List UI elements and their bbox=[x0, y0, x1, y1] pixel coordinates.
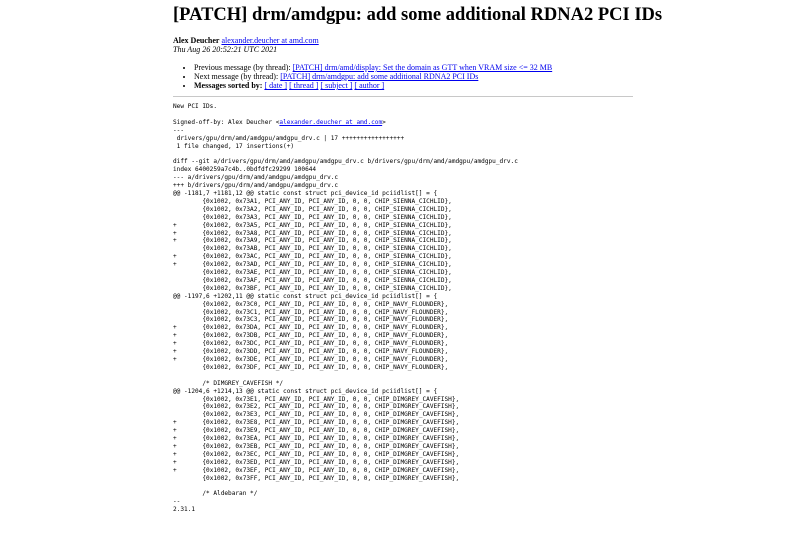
next-message-item bbox=[194, 72, 643, 81]
sort-by-author-link[interactable]: [ author ] bbox=[354, 81, 385, 90]
message-body-patch: > --- drivers/gpu/drm/amd/amdgpu/amdgpu_drv.c | 17 +++++++++++++++++ 1 file changed, 17 insertions(+) diff --git a/drivers/gpu/drm/amd/amdgpu/amdgpu_drv.c b/drivers/gpu/drm/amd/amdgpu/amdgpu_drv.c index 6400259a7c4b..0bdfdfc29299 100644 --- a/drivers/gpu/drm/amd/amdgpu/amdgpu_drv.c +++ b/drivers/gpu/drm/amd/amdgpu/amdgpu_drv.c @@ -1181,7 +1181,12 @@ static const struct pci_device_id pciidlist[] = { {0x1002, 0x73A1, PCI_ANY_ID, PCI_ANY_ID, 0, 0, CHIP_SIENNA_CICHLID}, {0x1002, 0x73A2, PCI_ANY_ID, PCI_ANY_ID, 0, 0, CHIP_SIENNA_CICHLID}, {0x1002, 0x73A3, PCI_ANY_ID, PCI_ANY_ID, 0, 0, CHIP_SIENNA_CICHLID}, + {0x1002, 0x73A5, PCI_ANY_ID, PCI_ANY_ID, 0, 0, CHIP_SIENNA_CICHLID}, + {0x1002, 0x73A8, PCI_ANY_ID, PCI_ANY_ID, 0, 0, CHIP_SIENNA_CICHLID}, + {0x1002, 0x73A9, PCI_ANY_ID, PCI_ANY_ID, 0, 0, CHIP_SIENNA_CICHLID}, {0x1002, 0x73AB, PCI_ANY_ID, PCI_ANY_ID, 0, 0, CHIP_SIENNA_CICHLID}, + {0x1002, 0x73AC, PCI_ANY_ID, PCI_ANY_ID, 0, 0, CHIP_SIENNA_CICHLID}, + {0x1002, 0x73AD, PCI_ANY_ID, PCI_ANY_ID, 0, 0, CHIP_SIENNA_CICHLID}, {0x1002, 0x73AE, PCI_ANY_ID, PCI_ANY_ID, 0, 0, CHIP_SIENNA_CICHLID}, {0x1002, 0x73AF, PCI_ANY_ID, PCI_ANY_ID, 0, 0, CHIP_SIENNA_CICHLID}, {0x1002, 0x73BF, PCI_ANY_ID, PCI_ANY_ID, 0, 0, CHIP_SIENNA_CICHLID}, @@ -1197,6 +1202,11 @@ static const struct pci_device_id pciidlist[] = { {0x1002, 0x73C0, PCI_ANY_ID, PCI_ANY_ID, 0, 0, CHIP_NAVY_FLOUNDER}, {0x1002, 0x73C1, PCI_ANY_ID, PCI_ANY_ID, 0, 0, CHIP_NAVY_FLOUNDER}, {0x1002, 0x73C3, PCI_ANY_ID, PCI_ANY_ID, 0, 0, CHIP_NAVY_FLOUNDER}, + {0x1002, 0x73DA, PCI_ANY_ID, PCI_ANY_ID, 0, 0, CHIP_NAVY_FLOUNDER}, + {0x1002, 0x73DB, PCI_ANY_ID, PCI_ANY_ID, 0, 0, CHIP_NAVY_FLOUNDER}, + {0x1002, 0x73DC, PCI_ANY_ID, PCI_ANY_ID, 0, 0, CHIP_NAVY_FLOUNDER}, + {0x1002, 0x73DD, PCI_ANY_ID, PCI_ANY_ID, 0, 0, CHIP_NAVY_FLOUNDER}, + {0x1002, 0x73DE, PCI_ANY_ID, PCI_ANY_ID, 0, 0, CHIP_NAVY_FLOUNDER}, {0x1002, 0x73DF, PCI_ANY_ID, PCI_ANY_ID, 0, 0, CHIP_NAVY_FLOUNDER}, /* DIMGREY_CAVEFISH */ @@ -1204,6 +1214,13 @@ static const struct pci_device_id pciidlist[] = { {0x1002, 0x73E1, PCI_ANY_ID, PCI_ANY_ID, 0, 0, CHIP_DIMGREY_CAVEFISH}, {0x1002, 0x73E2, PCI_ANY_ID, PCI_ANY_ID, 0, 0, CHIP_DIMGREY_CAVEFISH}, {0x1002, 0x73E3, PCI_ANY_ID, PCI_ANY_ID, 0, 0, CHIP_DIMGREY_CAVEFISH}, + {0x1002, 0x73E8, PCI_ANY_ID, PCI_ANY_ID, 0, 0, CHIP_DIMGREY_CAVEFISH}, + {0x1002, 0x73E9, PCI_ANY_ID, PCI_ANY_ID, 0, 0, CHIP_DIMGREY_CAVEFISH}, + {0x1002, 0x73EA, PCI_ANY_ID, PCI_ANY_ID, 0, 0, CHIP_DIMGREY_CAVEFISH}, + {0x1002, 0x73EB, PCI_ANY_ID, PCI_ANY_ID, 0, 0, CHIP_DIMGREY_CAVEFISH}, + {0x1002, 0x73EC, PCI_ANY_ID, PCI_ANY_ID, 0, 0, CHIP_DIMGREY_CAVEFISH}, + {0x1002, 0x73ED, PCI_ANY_ID, PCI_ANY_ID, 0, 0, CHIP_DIMGREY_CAVEFISH}, + {0x1002, 0x73EF, PCI_ANY_ID, PCI_ANY_ID, 0, 0, CHIP_DIMGREY_CAVEFISH}, {0x1002, 0x73FF, PCI_ANY_ID, PCI_ANY_ID, 0, 0, CHIP_DIMGREY_CAVEFISH}, /* Aldebaran */ -- 2.31.1 bbox=[173, 118, 518, 514]
message-header bbox=[173, 36, 643, 54]
sort-by-subject-link[interactable]: [ subject ] bbox=[320, 81, 353, 90]
previous-message-link[interactable]: [PATCH] drm/amd/display: Set the domain as GTT when VRAM size <= 32 MB bbox=[292, 63, 553, 72]
page-title: [PATCH] drm/amdgpu: add some additional RDNA2 PCI IDs bbox=[173, 5, 663, 25]
thread-navigation bbox=[173, 63, 643, 90]
author-line bbox=[173, 36, 643, 45]
header-divider bbox=[173, 96, 633, 97]
message-body bbox=[173, 103, 643, 514]
previous-message-item bbox=[194, 63, 643, 72]
author-email-link[interactable]: alexander.deucher at amd.com bbox=[221, 36, 319, 45]
message-page bbox=[173, 4, 663, 514]
next-message-link[interactable]: [PATCH] drm/amdgpu: add some additional RDNA2 PCI IDs bbox=[280, 72, 479, 81]
author-name: Alex Deucher bbox=[173, 36, 220, 45]
sort-by-date-link[interactable]: [ date ] bbox=[264, 81, 288, 90]
signoff-email-link[interactable]: alexander.deucher at amd.com bbox=[279, 118, 383, 126]
message-body-intro: New PCI IDs. Signed-off-by: Alex Deucher < bbox=[173, 103, 280, 126]
sort-options-label: Messages sorted by: bbox=[194, 81, 263, 90]
message-date: Thu Aug 26 20:52:21 UTC 2021 bbox=[173, 45, 278, 54]
previous-message-label: Previous message (by thread): bbox=[194, 63, 291, 72]
next-message-label: Next message (by thread): bbox=[194, 72, 279, 81]
sort-options-item bbox=[194, 81, 643, 90]
sort-by-thread-link[interactable]: [ thread ] bbox=[289, 81, 319, 90]
